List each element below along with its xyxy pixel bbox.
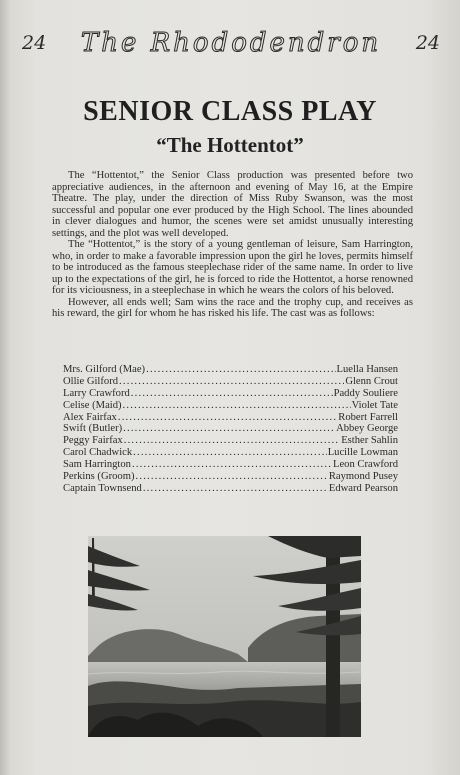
leader-dots xyxy=(131,388,333,400)
cast-row xyxy=(63,400,398,412)
cast-role: Carol Chadwick xyxy=(63,447,133,459)
cast-role: Sam Harrington xyxy=(63,459,131,471)
cast-role: Peggy Fairfax xyxy=(63,435,123,447)
page-number-left: 24 xyxy=(22,32,47,54)
article-body xyxy=(52,170,413,320)
leader-dots xyxy=(118,412,337,424)
leader-dots xyxy=(124,435,340,447)
cast-actor: Paddy Souliere xyxy=(333,387,398,399)
cast-role: Alex Fairfax xyxy=(63,411,117,423)
paragraph: The “Hottentot,” is the story of a young gentleman of leisure, Sam Harrington, who, in order to make a favorable impression upon the girl he loves, permits himself to be introduced as the famous steeplechase rider of the same name. In order to live up to the expectations of the girl, he is forced to ride the Hottentot, a horse renowned for its viciousness, in a steeplechase in which he wears the colors of his beloved. xyxy=(52,239,413,296)
leader-dots xyxy=(123,423,335,435)
leader-dots xyxy=(146,364,335,376)
leader-dots xyxy=(119,376,344,388)
leader-dots xyxy=(143,483,328,495)
cast-row xyxy=(63,412,398,424)
cast-role: Swift (Butler) xyxy=(63,423,123,435)
cast-role: Perkins (Groom) xyxy=(63,471,135,483)
cast-row xyxy=(63,459,398,471)
cast-role: Ollie Gilford xyxy=(63,375,119,387)
cast-actor: Raymond Pusey xyxy=(328,471,398,483)
cast-row xyxy=(63,435,398,447)
landscape-photo xyxy=(88,536,361,737)
cast-actor: Esther Sahlin xyxy=(341,435,398,447)
book-title: The Rhododendron xyxy=(80,28,382,58)
cast-role: Celise (Maid) xyxy=(63,399,122,411)
landscape-photo-drawing xyxy=(88,536,361,737)
cast-actor: Leon Crawford xyxy=(332,459,398,471)
paragraph: The “Hottentot,” the Senior Class production was presented before two appreciative audiences, in the afternoon and evening of May 16, at the Empire Theatre. The play, under the direction of Miss Ruby Swanson, was the most successful and popular one ever produced by the High School. The lines abounded in clever dialogues and humor, the scenes were set amidst unusually interesting settings, and the plot was well developed. xyxy=(52,170,413,239)
cast-row xyxy=(63,376,398,388)
paragraph: However, all ends well; Sam wins the race and the trophy cup, and receives as his reward, the girl for whom he has risked his life. The cast was as follows: xyxy=(52,296,413,319)
cast-row xyxy=(63,447,398,459)
cast-list xyxy=(63,364,398,495)
cast-actor: Luella Hansen xyxy=(336,364,398,375)
cast-role: Captain Townsend xyxy=(63,482,142,494)
cast-row xyxy=(63,364,398,376)
cast-row xyxy=(63,471,398,483)
play-title: “The Hottentot” xyxy=(156,133,304,157)
cast-row xyxy=(63,423,398,435)
cast-row xyxy=(63,388,398,400)
cast-actor: Lucille Lowman xyxy=(327,447,398,459)
cast-actor: Glenn Crout xyxy=(345,375,398,387)
page-title: SENIOR CLASS PLAY xyxy=(83,96,377,127)
leader-dots xyxy=(132,459,332,471)
cast-actor: Edward Pearson xyxy=(328,482,398,494)
cast-role: Larry Crawford xyxy=(63,387,130,399)
page-number-right: 24 xyxy=(415,32,440,54)
running-header xyxy=(22,26,440,60)
cast-actor: Violet Tate xyxy=(351,399,398,411)
cast-role: Mrs. Gilford (Mae) xyxy=(63,364,146,375)
leader-dots xyxy=(123,400,351,412)
cast-row xyxy=(63,483,398,495)
leader-dots xyxy=(136,471,328,483)
cast-actor: Robert Farrell xyxy=(338,411,398,423)
cast-actor: Abbey George xyxy=(336,423,398,435)
leader-dots xyxy=(133,447,327,459)
